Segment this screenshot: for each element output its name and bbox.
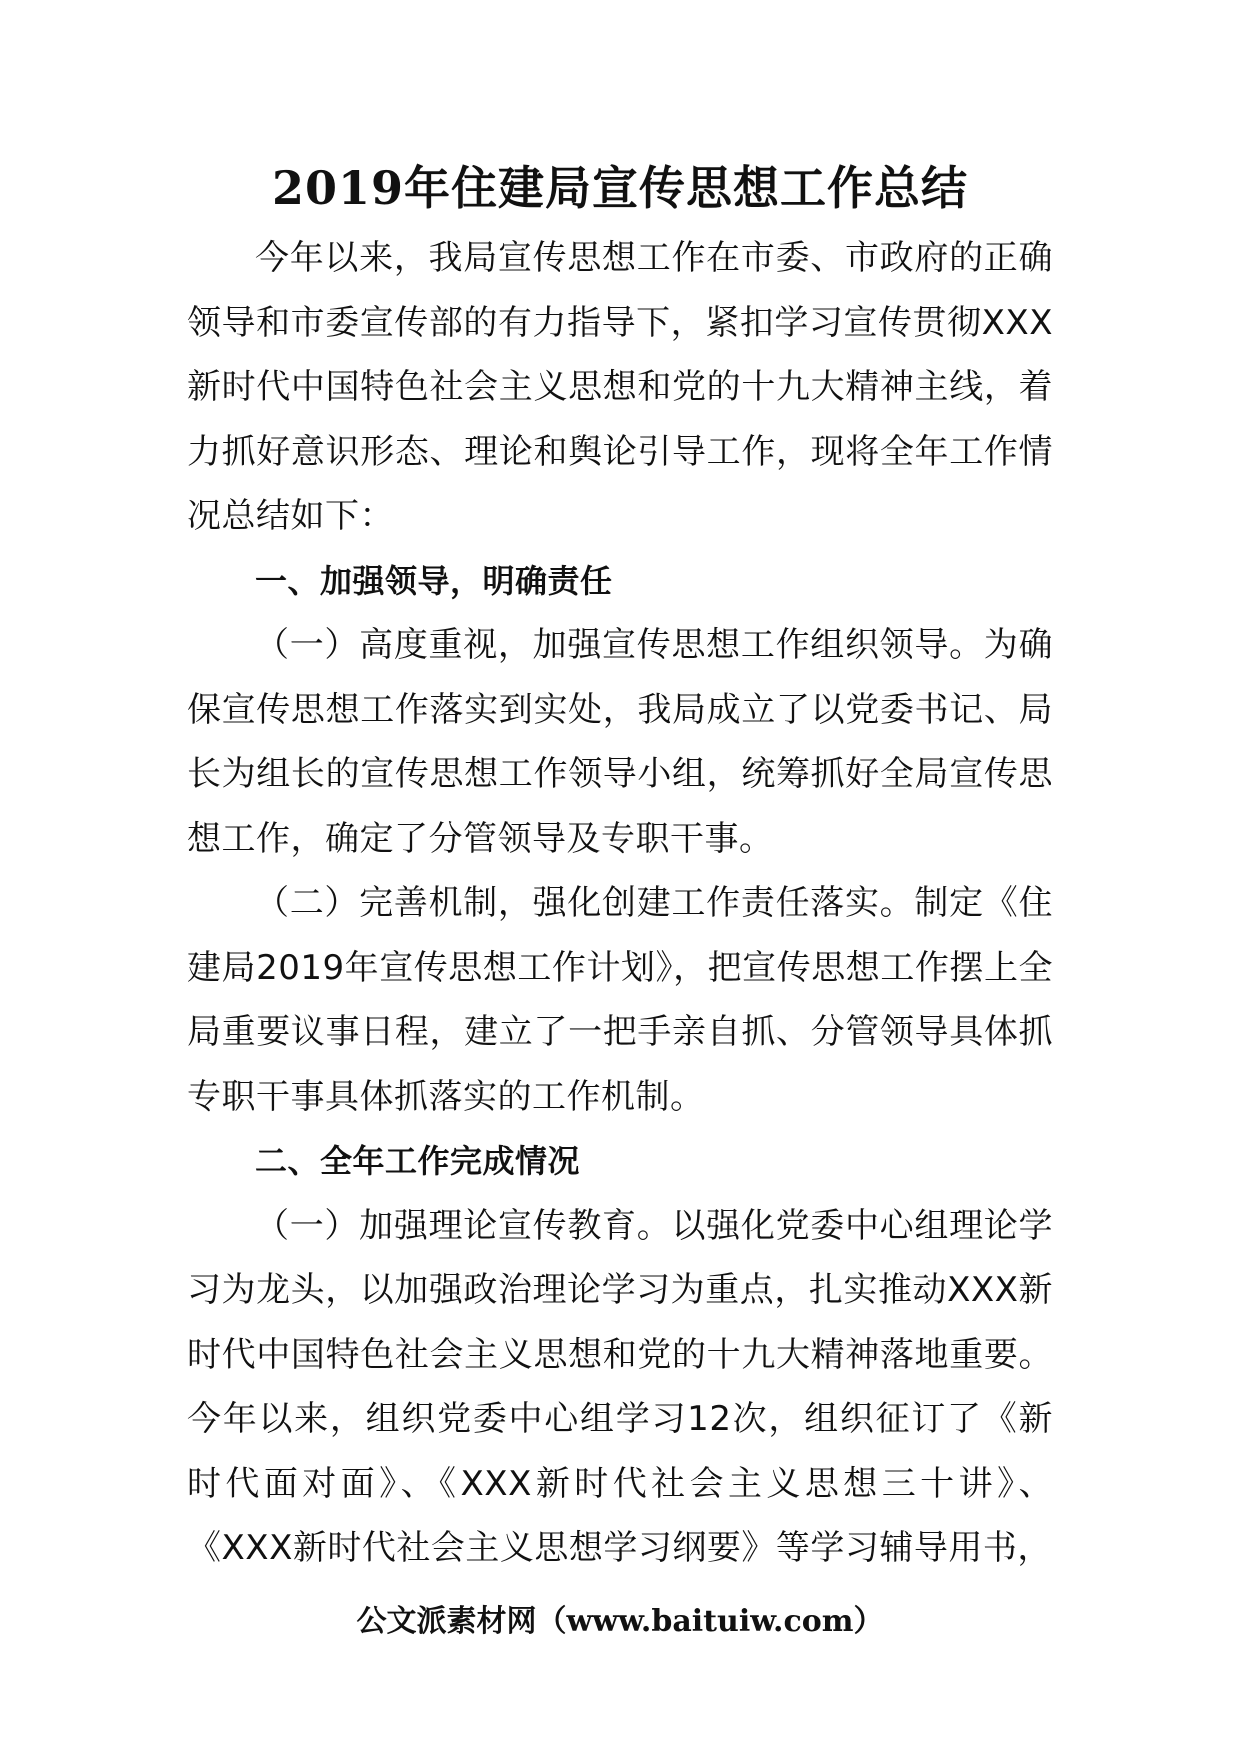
- intro-paragraph: 今年以来，我局宣传思想工作在市委、市政府的正确领导和市委宣传部的有力指导下，紧扣学习宣传贯彻XXX新时代中国特色社会主义思想和党的十九大精神主线，着力抓好意识形态、理论和舆论引导工作，现将全年工作情况总结如下：: [187, 238, 1053, 536]
- page-footer: 公文派素材网（www.baituiw.com）: [356, 1604, 884, 1639]
- section-1-paragraph-2: （二）完善机制，强化创建工作责任落实。制定《住建局2019年宣传思想工作计划》，把宣传思想工作摆上全局重要议事日程，建立了一把手亲自抓、分管领导具体抓专职干事具体抓落实的工作机制。: [187, 883, 1053, 1117]
- section-2-heading: 二、全年工作完成情况: [255, 1142, 581, 1180]
- section-2-paragraph-1: （一）加强理论宣传教育。以强化党委中心组理论学习为龙头，以加强政治理论学习为重点，扎实推动XXX新时代中国特色社会主义思想和党的十九大精神落地重要。今年以来，组织党委中心组学习12次，组织征订了《新时代面对面》、《XXX新时代社会主义思想三十讲》、《XXX新时代社会主义思想学习纲要》等学习辅导用书，: [187, 1205, 1053, 1568]
- document-body: [187, 226, 1053, 1581]
- section-1-paragraph-1: （一）高度重视，加强宣传思想工作组织领导。为确保宣传思想工作落实到实处，我局成立了以党委书记、局长为组长的宣传思想工作领导小组，统筹抓好全局宣传思想工作，确定了分管领导及专职干事。: [187, 625, 1053, 859]
- document-title: 2019年住建局宣传思想工作总结: [271, 161, 969, 215]
- section-1-heading: 一、加强领导，明确责任: [255, 561, 613, 600]
